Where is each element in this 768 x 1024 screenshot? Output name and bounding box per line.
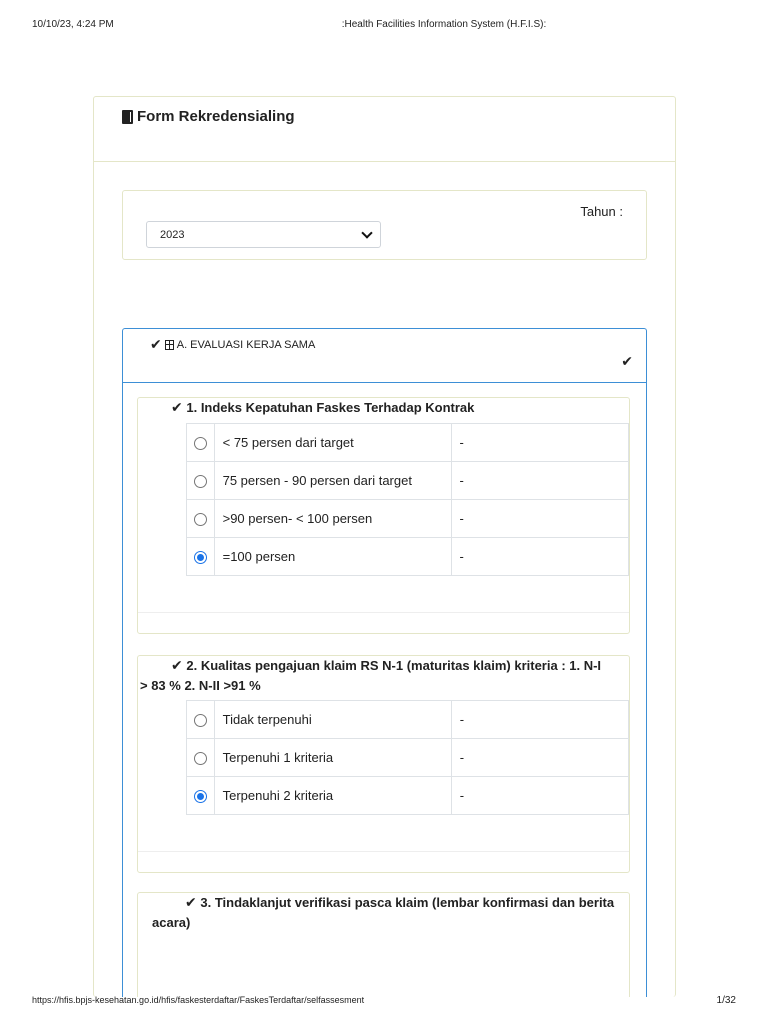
option-value: - (451, 701, 628, 739)
option-value: - (451, 500, 628, 538)
form-title: Form Rekredensialing (137, 108, 295, 125)
option-row[interactable] (187, 500, 629, 538)
option-label: < 75 persen dari target (214, 424, 451, 462)
radio-button[interactable] (194, 475, 207, 488)
question-title-text: 3. Tindaklanjut verifikasi pasca klaim (lembar konfirmasi dan berita (200, 895, 615, 910)
check-icon: ✔ (171, 658, 183, 674)
year-label: Tahun : (580, 204, 623, 219)
question-footer (138, 612, 629, 613)
section-title-row (150, 338, 315, 352)
check-icon: ✔ (621, 354, 633, 370)
options-table-2 (186, 700, 629, 815)
print-page-number: 1/32 (716, 995, 736, 1006)
question-title-3 (152, 893, 614, 933)
option-row[interactable] (187, 777, 629, 815)
option-value: - (451, 777, 628, 815)
book-icon (122, 110, 133, 124)
section-title: A. EVALUASI KERJA SAMA (176, 339, 316, 351)
question-card-3 (137, 892, 630, 997)
question-title-text: 1. Indeks Kepatuhan Faskes Terhadap Kontrak (186, 400, 475, 415)
option-label: 75 persen - 90 persen dari target (214, 462, 451, 500)
form-title-row (122, 108, 295, 125)
radio-button[interactable] (194, 513, 207, 526)
question-title-text-line2: acara) (152, 915, 191, 930)
radio-button-selected[interactable] (194, 551, 207, 564)
option-row[interactable] (187, 701, 629, 739)
table-icon (165, 340, 174, 350)
section-evaluasi-card (122, 328, 647, 997)
check-icon: ✔ (171, 400, 183, 416)
form-card (93, 96, 676, 997)
option-row[interactable] (187, 538, 629, 576)
question-title-1 (171, 398, 474, 418)
option-row[interactable] (187, 739, 629, 777)
question-title-text: 2. Kualitas pengajuan klaim RS N-1 (maturitas klaim) kriteria : 1. N-I (186, 658, 602, 673)
print-page-title: :Health Facilities Information System (H.F.I.S): (341, 19, 547, 30)
check-icon: ✔ (185, 895, 197, 911)
question-card-1 (137, 397, 630, 634)
option-label: Tidak terpenuhi (214, 701, 451, 739)
question-footer (138, 851, 629, 852)
option-value: - (451, 424, 628, 462)
option-label: =100 persen (214, 538, 451, 576)
option-row[interactable] (187, 462, 629, 500)
option-value: - (451, 739, 628, 777)
option-label: Terpenuhi 2 kriteria (214, 777, 451, 815)
print-url: https://hfis.bpjs-kesehatan.go.id/hfis/faskesterdaftar/FaskesTerdaftar/selfassesment (32, 995, 365, 1005)
question-title-text-line2: > 83 % 2. N-II >91 % (140, 678, 261, 693)
check-icon: ✔ (150, 337, 162, 353)
question-title-2 (140, 656, 601, 696)
year-select-value: 2023 (160, 228, 185, 241)
options-table-1 (186, 423, 629, 576)
form-card-header (94, 97, 675, 162)
option-value: - (451, 538, 628, 576)
year-select[interactable] (146, 221, 381, 248)
section-header[interactable] (123, 329, 646, 383)
chevron-down-icon (361, 227, 372, 238)
option-label: >90 persen- < 100 persen (214, 500, 451, 538)
radio-button[interactable] (194, 714, 207, 727)
radio-button[interactable] (194, 752, 207, 765)
print-datetime: 10/10/23, 4:24 PM (32, 19, 114, 30)
option-label: Terpenuhi 1 kriteria (214, 739, 451, 777)
question-card-2 (137, 655, 630, 873)
radio-button-selected[interactable] (194, 790, 207, 803)
option-value: - (451, 462, 628, 500)
year-filter-box (122, 190, 647, 260)
option-row[interactable] (187, 424, 629, 462)
radio-button[interactable] (194, 437, 207, 450)
